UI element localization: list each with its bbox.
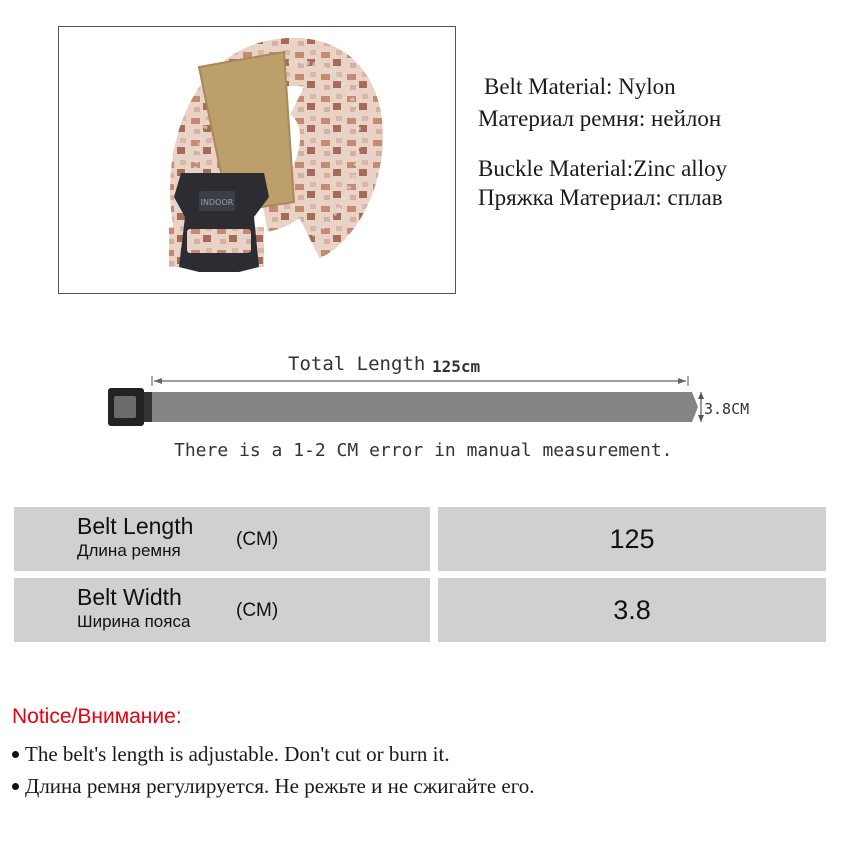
belt-length-label-en: Belt Length: [77, 513, 194, 539]
notice-text-ru: Длина ремня регулируется. Не режьте и не сжигайте его.: [25, 774, 535, 798]
belt-illustration: [59, 27, 456, 294]
belt-width-label-en: Belt Width: [77, 584, 182, 610]
svg-text:INDOOR: INDOOR: [200, 198, 234, 207]
notice-text-en: The belt's length is adjustable. Don't cut or burn it.: [25, 742, 450, 766]
notice-line-en: [12, 742, 450, 767]
belt-product-photo: [58, 26, 456, 294]
diagram-buckle-icon: [108, 388, 152, 426]
measurement-diagram: [40, 330, 780, 470]
belt-width-value: 3.8: [438, 578, 826, 642]
belt-length-value: 125: [438, 507, 826, 571]
notice-line-ru: [12, 774, 535, 799]
buckle-material-ru: Пряжка Материал: сплав: [478, 185, 723, 210]
width-value: 3.8CM: [704, 400, 750, 418]
belt-material-ru: Материал ремня: нейлон: [478, 106, 722, 131]
row-label-cell: [14, 578, 430, 642]
unit-label: (CM): [236, 600, 279, 621]
total-length-value: 125cm: [432, 357, 481, 376]
table-row: [14, 507, 826, 571]
belt-length-label-ru: Длина ремня: [77, 541, 181, 560]
row-label-cell: [14, 507, 430, 571]
bullet-icon: [12, 751, 19, 758]
notice-title: Notice/Внимание:: [12, 705, 182, 728]
strap-bar: [140, 392, 692, 422]
table-row: [14, 578, 826, 642]
bullet-icon: [12, 783, 19, 790]
buckle-icon: [174, 173, 269, 272]
buckle-material-en: Buckle Material:Zinc alloy: [478, 156, 728, 181]
unit-label: (CM): [236, 529, 279, 550]
belt-width-label-ru: Ширина пояса: [77, 612, 191, 631]
error-note: There is a 1-2 CM error in manual measurement.: [174, 440, 673, 461]
total-length-label: Total Length: [288, 353, 426, 375]
belt-material-en: Belt Material: Nylon: [484, 74, 676, 99]
